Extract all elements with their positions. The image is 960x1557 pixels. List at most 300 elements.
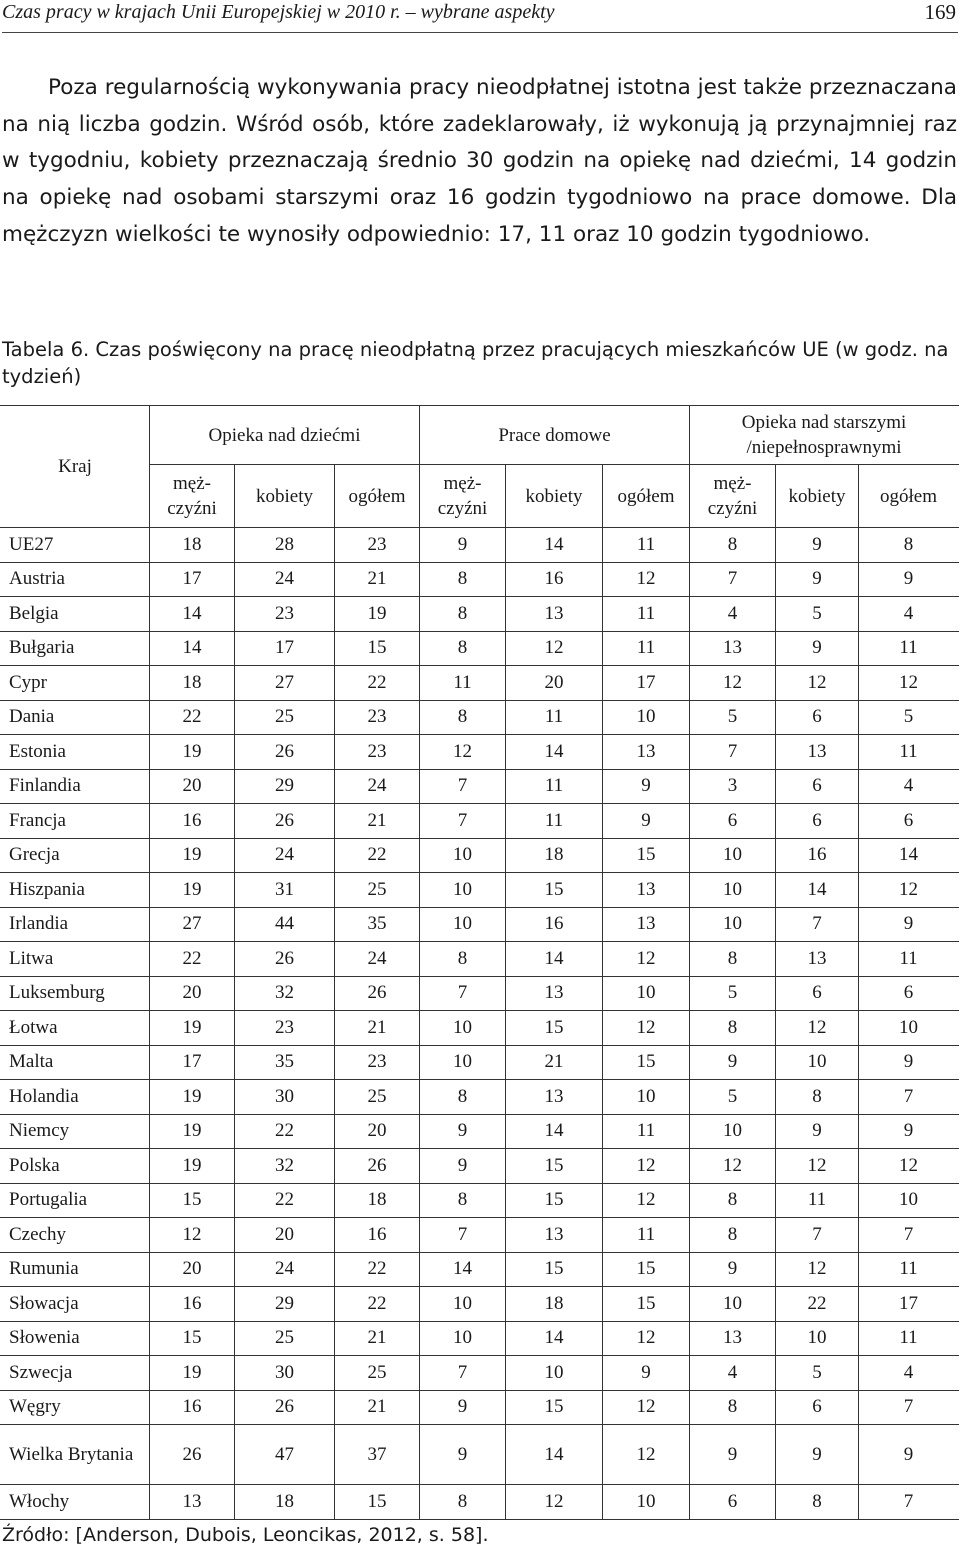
cell-value: 12 — [776, 1149, 859, 1184]
cell-value: 25 — [235, 1321, 335, 1356]
cell-value: 14 — [150, 631, 235, 666]
header-country: Kraj — [1, 406, 150, 528]
cell-country: Finlandia — [1, 769, 150, 804]
cell-value: 18 — [335, 1183, 420, 1218]
cell-value: 23 — [235, 1011, 335, 1046]
cell-value: 35 — [335, 907, 420, 942]
cell-value: 12 — [603, 1390, 690, 1425]
cell-value: 9 — [420, 1114, 506, 1149]
cell-country: Bułgaria — [1, 631, 150, 666]
cell-value: 17 — [603, 666, 690, 701]
cell-value: 14 — [506, 942, 603, 977]
cell-value: 11 — [859, 735, 959, 770]
cell-value: 12 — [420, 735, 506, 770]
cell-country: Dania — [1, 700, 150, 735]
cell-value: 11 — [603, 528, 690, 563]
header-men — [150, 465, 235, 528]
cell-value: 19 — [150, 1114, 235, 1149]
cell-value: 9 — [859, 1045, 959, 1080]
cell-value: 29 — [235, 769, 335, 804]
cell-value: 17 — [235, 631, 335, 666]
cell-value: 15 — [506, 1149, 603, 1184]
cell-value: 12 — [603, 1321, 690, 1356]
cell-value: 26 — [150, 1425, 235, 1485]
cell-value: 22 — [150, 942, 235, 977]
cell-value: 10 — [690, 1114, 776, 1149]
cell-value: 20 — [150, 976, 235, 1011]
cell-value: 13 — [690, 1321, 776, 1356]
table-row — [1, 804, 959, 839]
cell-value: 11 — [420, 666, 506, 701]
cell-value: 11 — [506, 700, 603, 735]
cell-value: 18 — [506, 1287, 603, 1322]
cell-value: 12 — [776, 1252, 859, 1287]
cell-value: 25 — [335, 1356, 420, 1391]
cell-country: Czechy — [1, 1218, 150, 1253]
cell-value: 12 — [603, 562, 690, 597]
cell-country: Cypr — [1, 666, 150, 701]
cell-value: 27 — [235, 666, 335, 701]
table-row — [1, 1218, 959, 1253]
cell-value: 21 — [335, 1011, 420, 1046]
cell-value: 6 — [859, 976, 959, 1011]
table-row — [1, 907, 959, 942]
cell-value: 10 — [859, 1183, 959, 1218]
cell-value: 9 — [776, 528, 859, 563]
header-men-label: męż-czyźni — [707, 473, 758, 519]
cell-value: 30 — [235, 1356, 335, 1391]
cell-value: 8 — [420, 1485, 506, 1520]
cell-country: Węgry — [1, 1390, 150, 1425]
cell-value: 4 — [859, 1356, 959, 1391]
table-row — [1, 1114, 959, 1149]
cell-value: 22 — [335, 1287, 420, 1322]
cell-value: 11 — [859, 631, 959, 666]
header-group-eldercare — [690, 406, 959, 465]
cell-value: 13 — [506, 976, 603, 1011]
cell-value: 10 — [603, 976, 690, 1011]
cell-country: Włochy — [1, 1485, 150, 1520]
cell-value: 7 — [420, 769, 506, 804]
cell-value: 16 — [776, 838, 859, 873]
cell-value: 8 — [690, 1390, 776, 1425]
cell-value: 7 — [420, 1356, 506, 1391]
cell-value: 25 — [235, 700, 335, 735]
table-row — [1, 1485, 959, 1520]
table-row — [1, 735, 959, 770]
cell-value: 31 — [235, 873, 335, 908]
cell-value: 9 — [603, 769, 690, 804]
table-row — [1, 1321, 959, 1356]
cell-value: 7 — [859, 1218, 959, 1253]
cell-value: 11 — [859, 1252, 959, 1287]
cell-value: 9 — [603, 1356, 690, 1391]
cell-value: 29 — [235, 1287, 335, 1322]
cell-value: 7 — [690, 562, 776, 597]
cell-country: Słowacja — [1, 1287, 150, 1322]
cell-value: 15 — [603, 1252, 690, 1287]
cell-value: 11 — [603, 631, 690, 666]
cell-value: 35 — [235, 1045, 335, 1080]
cell-value: 8 — [420, 597, 506, 632]
header-women: kobiety — [506, 465, 603, 528]
cell-value: 18 — [150, 528, 235, 563]
table-row — [1, 597, 959, 632]
cell-value: 7 — [859, 1080, 959, 1115]
cell-value: 9 — [776, 1114, 859, 1149]
cell-value: 24 — [335, 769, 420, 804]
cell-value: 11 — [506, 804, 603, 839]
table-header-row-groups — [1, 406, 959, 465]
cell-value: 16 — [335, 1218, 420, 1253]
cell-value: 8 — [690, 1183, 776, 1218]
cell-country: Słowenia — [1, 1321, 150, 1356]
cell-country: Holandia — [1, 1080, 150, 1115]
table-row — [1, 1390, 959, 1425]
cell-value: 17 — [150, 562, 235, 597]
cell-value: 13 — [776, 735, 859, 770]
cell-value: 21 — [506, 1045, 603, 1080]
cell-value: 9 — [690, 1425, 776, 1485]
cell-value: 17 — [150, 1045, 235, 1080]
cell-value: 15 — [603, 1287, 690, 1322]
cell-value: 19 — [150, 1011, 235, 1046]
cell-value: 15 — [506, 1011, 603, 1046]
cell-value: 24 — [235, 1252, 335, 1287]
cell-value: 7 — [859, 1390, 959, 1425]
cell-value: 22 — [235, 1183, 335, 1218]
cell-value: 15 — [150, 1183, 235, 1218]
cell-value: 15 — [506, 873, 603, 908]
cell-value: 8 — [690, 1218, 776, 1253]
cell-country: Luksemburg — [1, 976, 150, 1011]
cell-value: 26 — [235, 942, 335, 977]
table-row — [1, 769, 959, 804]
table-row — [1, 562, 959, 597]
cell-value: 9 — [859, 1425, 959, 1485]
cell-value: 21 — [335, 562, 420, 597]
cell-value: 10 — [420, 1321, 506, 1356]
cell-value: 10 — [420, 907, 506, 942]
cell-value: 13 — [690, 631, 776, 666]
cell-value: 10 — [420, 1011, 506, 1046]
table-row — [1, 1149, 959, 1184]
cell-value: 13 — [506, 597, 603, 632]
header-women: kobiety — [235, 465, 335, 528]
cell-value: 4 — [690, 1356, 776, 1391]
cell-country: Rumunia — [1, 1252, 150, 1287]
cell-value: 12 — [776, 1011, 859, 1046]
cell-value: 9 — [420, 1425, 506, 1485]
table-row — [1, 1183, 959, 1218]
cell-value: 10 — [603, 1485, 690, 1520]
cell-value: 8 — [690, 1011, 776, 1046]
data-table — [0, 405, 959, 1520]
table-row — [1, 1080, 959, 1115]
cell-value: 14 — [420, 1252, 506, 1287]
cell-value: 12 — [506, 1485, 603, 1520]
table-row — [1, 1356, 959, 1391]
cell-value: 12 — [603, 1011, 690, 1046]
cell-value: 6 — [690, 1485, 776, 1520]
cell-value: 7 — [420, 1218, 506, 1253]
table-row — [1, 631, 959, 666]
cell-country: Łotwa — [1, 1011, 150, 1046]
cell-value: 10 — [603, 700, 690, 735]
cell-value: 6 — [776, 976, 859, 1011]
cell-value: 26 — [235, 804, 335, 839]
cell-country: Polska — [1, 1149, 150, 1184]
cell-value: 12 — [150, 1218, 235, 1253]
cell-value: 12 — [859, 666, 959, 701]
table-row — [1, 942, 959, 977]
cell-country: Niemcy — [1, 1114, 150, 1149]
cell-value: 23 — [335, 1045, 420, 1080]
cell-value: 16 — [506, 907, 603, 942]
cell-country: Belgia — [1, 597, 150, 632]
header-total: ogółem — [859, 465, 959, 528]
table-row — [1, 1045, 959, 1080]
cell-value: 10 — [776, 1045, 859, 1080]
cell-value: 37 — [335, 1425, 420, 1485]
body-paragraph: Poza regularnością wykonywania pracy nieodpłatnej istotna jest także przeznaczana na nią liczba godzin. Wśród osób, które zadeklarowały, iż wykonują ją przynajmniej raz w tygodniu, kobiety przeznaczają średnio 30 godzin na opiekę nad dziećmi, 14 godzin na opiekę nad osobami starszymi oraz 16 godzin tygodniowo na prace domowe. Dla mężczyzn wielkości te wynosiły odpowiednio: 17, 11 oraz 10 godzin tygodniowo. — [2, 75, 957, 247]
cell-value: 10 — [420, 873, 506, 908]
cell-value: 9 — [776, 1425, 859, 1485]
cell-value: 8 — [420, 700, 506, 735]
cell-value: 26 — [335, 976, 420, 1011]
cell-country: Wielka Brytania — [1, 1425, 150, 1485]
cell-value: 25 — [335, 873, 420, 908]
cell-value: 9 — [420, 528, 506, 563]
cell-country: UE27 — [1, 528, 150, 563]
table-row — [1, 1425, 959, 1485]
cell-value: 12 — [690, 666, 776, 701]
cell-value: 6 — [776, 1390, 859, 1425]
cell-value: 20 — [335, 1114, 420, 1149]
cell-value: 8 — [420, 942, 506, 977]
cell-value: 24 — [335, 942, 420, 977]
cell-value: 8 — [420, 1080, 506, 1115]
cell-value: 14 — [506, 1114, 603, 1149]
cell-value: 47 — [235, 1425, 335, 1485]
table-row — [1, 1011, 959, 1046]
cell-value: 19 — [150, 735, 235, 770]
cell-value: 19 — [150, 873, 235, 908]
cell-value: 21 — [335, 1390, 420, 1425]
cell-value: 10 — [776, 1321, 859, 1356]
cell-value: 6 — [776, 769, 859, 804]
cell-value: 14 — [859, 838, 959, 873]
cell-value: 32 — [235, 976, 335, 1011]
cell-value: 20 — [506, 666, 603, 701]
cell-value: 4 — [690, 597, 776, 632]
cell-value: 12 — [603, 942, 690, 977]
cell-value: 14 — [506, 528, 603, 563]
cell-value: 23 — [235, 597, 335, 632]
cell-value: 22 — [335, 666, 420, 701]
cell-country: Szwecja — [1, 1356, 150, 1391]
cell-value: 17 — [859, 1287, 959, 1322]
header-men-label: męż-czyźni — [437, 473, 488, 519]
cell-value: 16 — [150, 804, 235, 839]
cell-value: 9 — [420, 1149, 506, 1184]
cell-value: 16 — [506, 562, 603, 597]
cell-value: 9 — [603, 804, 690, 839]
cell-value: 3 — [690, 769, 776, 804]
cell-value: 8 — [420, 631, 506, 666]
cell-value: 30 — [235, 1080, 335, 1115]
cell-value: 7 — [420, 976, 506, 1011]
table-caption: Tabela 6. Czas poświęcony na pracę nieodpłatną przez pracujących mieszkańców UE (w godz. na tydzień) — [2, 338, 949, 388]
cell-value: 9 — [420, 1390, 506, 1425]
header-total: ogółem — [335, 465, 420, 528]
cell-value: 14 — [150, 597, 235, 632]
cell-value: 13 — [150, 1485, 235, 1520]
cell-value: 8 — [859, 528, 959, 563]
cell-value: 24 — [235, 838, 335, 873]
header-total: ogółem — [603, 465, 690, 528]
cell-value: 4 — [859, 769, 959, 804]
cell-value: 8 — [776, 1080, 859, 1115]
cell-value: 7 — [859, 1485, 959, 1520]
cell-value: 23 — [335, 735, 420, 770]
cell-value: 10 — [603, 1080, 690, 1115]
cell-value: 13 — [506, 1080, 603, 1115]
cell-value: 8 — [690, 528, 776, 563]
cell-value: 9 — [690, 1252, 776, 1287]
table-row — [1, 873, 959, 908]
cell-value: 15 — [603, 838, 690, 873]
cell-country: Estonia — [1, 735, 150, 770]
cell-value: 8 — [776, 1485, 859, 1520]
header-women: kobiety — [776, 465, 859, 528]
cell-value: 12 — [603, 1183, 690, 1218]
cell-value: 11 — [603, 1218, 690, 1253]
cell-value: 12 — [776, 666, 859, 701]
table-row — [1, 528, 959, 563]
cell-value: 13 — [506, 1218, 603, 1253]
cell-country: Litwa — [1, 942, 150, 977]
cell-value: 9 — [776, 562, 859, 597]
cell-country: Hiszpania — [1, 873, 150, 908]
cell-value: 9 — [859, 907, 959, 942]
cell-value: 9 — [859, 562, 959, 597]
cell-value: 15 — [506, 1390, 603, 1425]
cell-value: 20 — [150, 1252, 235, 1287]
table-row — [1, 1287, 959, 1322]
cell-value: 10 — [859, 1011, 959, 1046]
page-number: 169 — [924, 0, 956, 24]
cell-value: 19 — [150, 838, 235, 873]
cell-value: 16 — [150, 1287, 235, 1322]
header-group-childcare: Opieka nad dziećmi — [150, 406, 420, 465]
running-head-title: Czas pracy w krajach Unii Europejskiej w 2010 r. – wybrane aspekty — [2, 1, 555, 23]
cell-value: 26 — [235, 735, 335, 770]
cell-value: 19 — [150, 1356, 235, 1391]
cell-value: 15 — [506, 1183, 603, 1218]
cell-value: 22 — [235, 1114, 335, 1149]
cell-value: 10 — [690, 838, 776, 873]
cell-value: 15 — [335, 631, 420, 666]
cell-country: Malta — [1, 1045, 150, 1080]
cell-value: 7 — [776, 1218, 859, 1253]
cell-country: Irlandia — [1, 907, 150, 942]
cell-value: 20 — [150, 769, 235, 804]
cell-value: 15 — [506, 1252, 603, 1287]
cell-value: 12 — [506, 631, 603, 666]
cell-value: 23 — [335, 700, 420, 735]
table-row — [1, 666, 959, 701]
cell-value: 13 — [776, 942, 859, 977]
cell-value: 5 — [776, 597, 859, 632]
cell-value: 9 — [859, 1114, 959, 1149]
cell-value: 10 — [690, 907, 776, 942]
cell-value: 8 — [420, 562, 506, 597]
cell-value: 12 — [603, 1149, 690, 1184]
cell-value: 14 — [776, 873, 859, 908]
header-group-housework: Prace domowe — [420, 406, 690, 465]
cell-value: 10 — [420, 838, 506, 873]
cell-value: 18 — [150, 666, 235, 701]
cell-value: 7 — [776, 907, 859, 942]
cell-value: 5 — [859, 700, 959, 735]
cell-value: 15 — [335, 1485, 420, 1520]
cell-value: 13 — [603, 873, 690, 908]
cell-value: 14 — [506, 735, 603, 770]
cell-value: 7 — [420, 804, 506, 839]
table-row — [1, 976, 959, 1011]
cell-value: 11 — [859, 1321, 959, 1356]
cell-value: 12 — [603, 1425, 690, 1485]
cell-value: 23 — [335, 528, 420, 563]
cell-value: 12 — [859, 1149, 959, 1184]
cell-value: 15 — [150, 1321, 235, 1356]
cell-value: 10 — [420, 1045, 506, 1080]
cell-value: 10 — [690, 1287, 776, 1322]
table-source: Źródło: [Anderson, Dubois, Leoncikas, 2012, s. 58]. — [2, 1524, 489, 1546]
header-group-eldercare-label: Opieka nad starszymi /niepełnosprawnymi — [741, 412, 907, 458]
cell-value: 11 — [603, 1114, 690, 1149]
cell-value: 11 — [603, 597, 690, 632]
cell-value: 19 — [150, 1149, 235, 1184]
cell-value: 5 — [690, 700, 776, 735]
cell-value: 19 — [335, 597, 420, 632]
cell-value: 14 — [506, 1321, 603, 1356]
table-row — [1, 838, 959, 873]
cell-value: 6 — [690, 804, 776, 839]
cell-value: 19 — [150, 1080, 235, 1115]
cell-country: Austria — [1, 562, 150, 597]
cell-value: 22 — [335, 838, 420, 873]
cell-value: 24 — [235, 562, 335, 597]
cell-value: 12 — [690, 1149, 776, 1184]
cell-value: 6 — [776, 700, 859, 735]
cell-value: 16 — [150, 1390, 235, 1425]
header-men — [420, 465, 506, 528]
cell-value: 12 — [859, 873, 959, 908]
cell-value: 11 — [859, 942, 959, 977]
cell-value: 4 — [859, 597, 959, 632]
cell-value: 44 — [235, 907, 335, 942]
cell-value: 21 — [335, 1321, 420, 1356]
cell-country: Grecja — [1, 838, 150, 873]
header-men — [690, 465, 776, 528]
cell-value: 8 — [690, 942, 776, 977]
cell-value: 11 — [506, 769, 603, 804]
cell-value: 13 — [603, 735, 690, 770]
cell-value: 27 — [150, 907, 235, 942]
cell-value: 5 — [690, 976, 776, 1011]
